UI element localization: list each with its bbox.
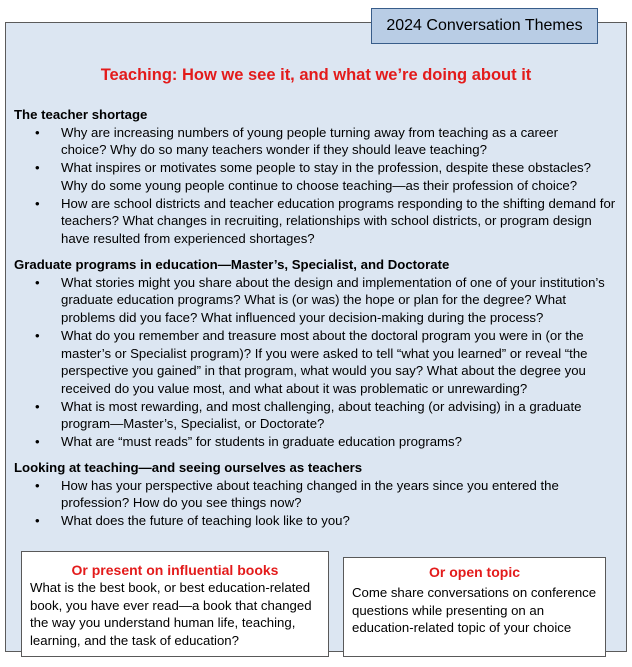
list-item: • What are “must reads” for students in graduate education programs?: [61, 433, 601, 451]
section-heading: Looking at teaching—and seeing ourselves as teachers: [14, 460, 363, 475]
influential-books-box: [21, 551, 329, 657]
box-title: Or open topic: [429, 564, 520, 580]
section-teacher-shortage: [14, 106, 624, 248]
page-title: Teaching: How we see it, and what we’re doing about it: [100, 66, 532, 84]
question-list: [14, 124, 624, 248]
section-heading: Graduate programs in education—Master’s, Specialist, and Doctorate: [14, 257, 450, 272]
list-item: • How has your perspective about teaching changed in the years since you entered the profession? How do you see things now?: [61, 477, 591, 512]
question-list: [14, 477, 624, 530]
list-item: • What inspires or motivates some people to stay in the profession, despite these obstacles? Why do some young people continue to choose teaching—as their profession of choice?: [61, 159, 601, 194]
list-item: • What does the future of teaching look like to you?: [61, 512, 591, 530]
section-heading: The teacher shortage: [14, 107, 148, 122]
list-item: • Why are increasing numbers of young people turning away from teaching as a career choice? Why do so many teachers wonder if they should leave teaching?: [61, 124, 601, 159]
question-list: [14, 274, 624, 451]
list-item: • What is most rewarding, and most challenging, about teaching (or advising) in a graduate program—Master’s, Specialist, or Doctorate?: [61, 398, 601, 433]
section-graduate-programs: [14, 256, 624, 451]
open-topic-box: [343, 557, 606, 657]
box-body: What is the best book, or best education-related book, you have ever read—a book that changed the way you understand human life, teaching, learning, and the task of education?: [30, 580, 312, 649]
box-title: Or present on influential books: [71, 562, 279, 578]
box-body: Come share conversations on conference questions while presenting on an education-related topic of your choice: [352, 585, 597, 636]
list-item: • What do you remember and treasure most about the doctoral program you were in (or the master’s or Specialist program)? If you were asked to tell “what you learned” or reveal “the perspective you gained” in that program, what would you say? What about the degree you received do you value most, and what about it was problematic or unrewarding?: [61, 327, 601, 398]
list-item: • How are school districts and teacher education programs responding to the shifting demand for teachers? What changes in recruiting, relationships with school districts, or program design have resulted from experienced shortages?: [61, 195, 621, 248]
themes-title-tag: 2024 Conversation Themes: [371, 8, 598, 44]
list-item: • What stories might you share about the design and implementation of one of your institution’s graduate education programs? What is (or was) the hope or plan for the degree? What problems did you face? What influenced your decision-making during the process?: [61, 274, 621, 327]
section-looking-at-teaching: [14, 459, 624, 530]
